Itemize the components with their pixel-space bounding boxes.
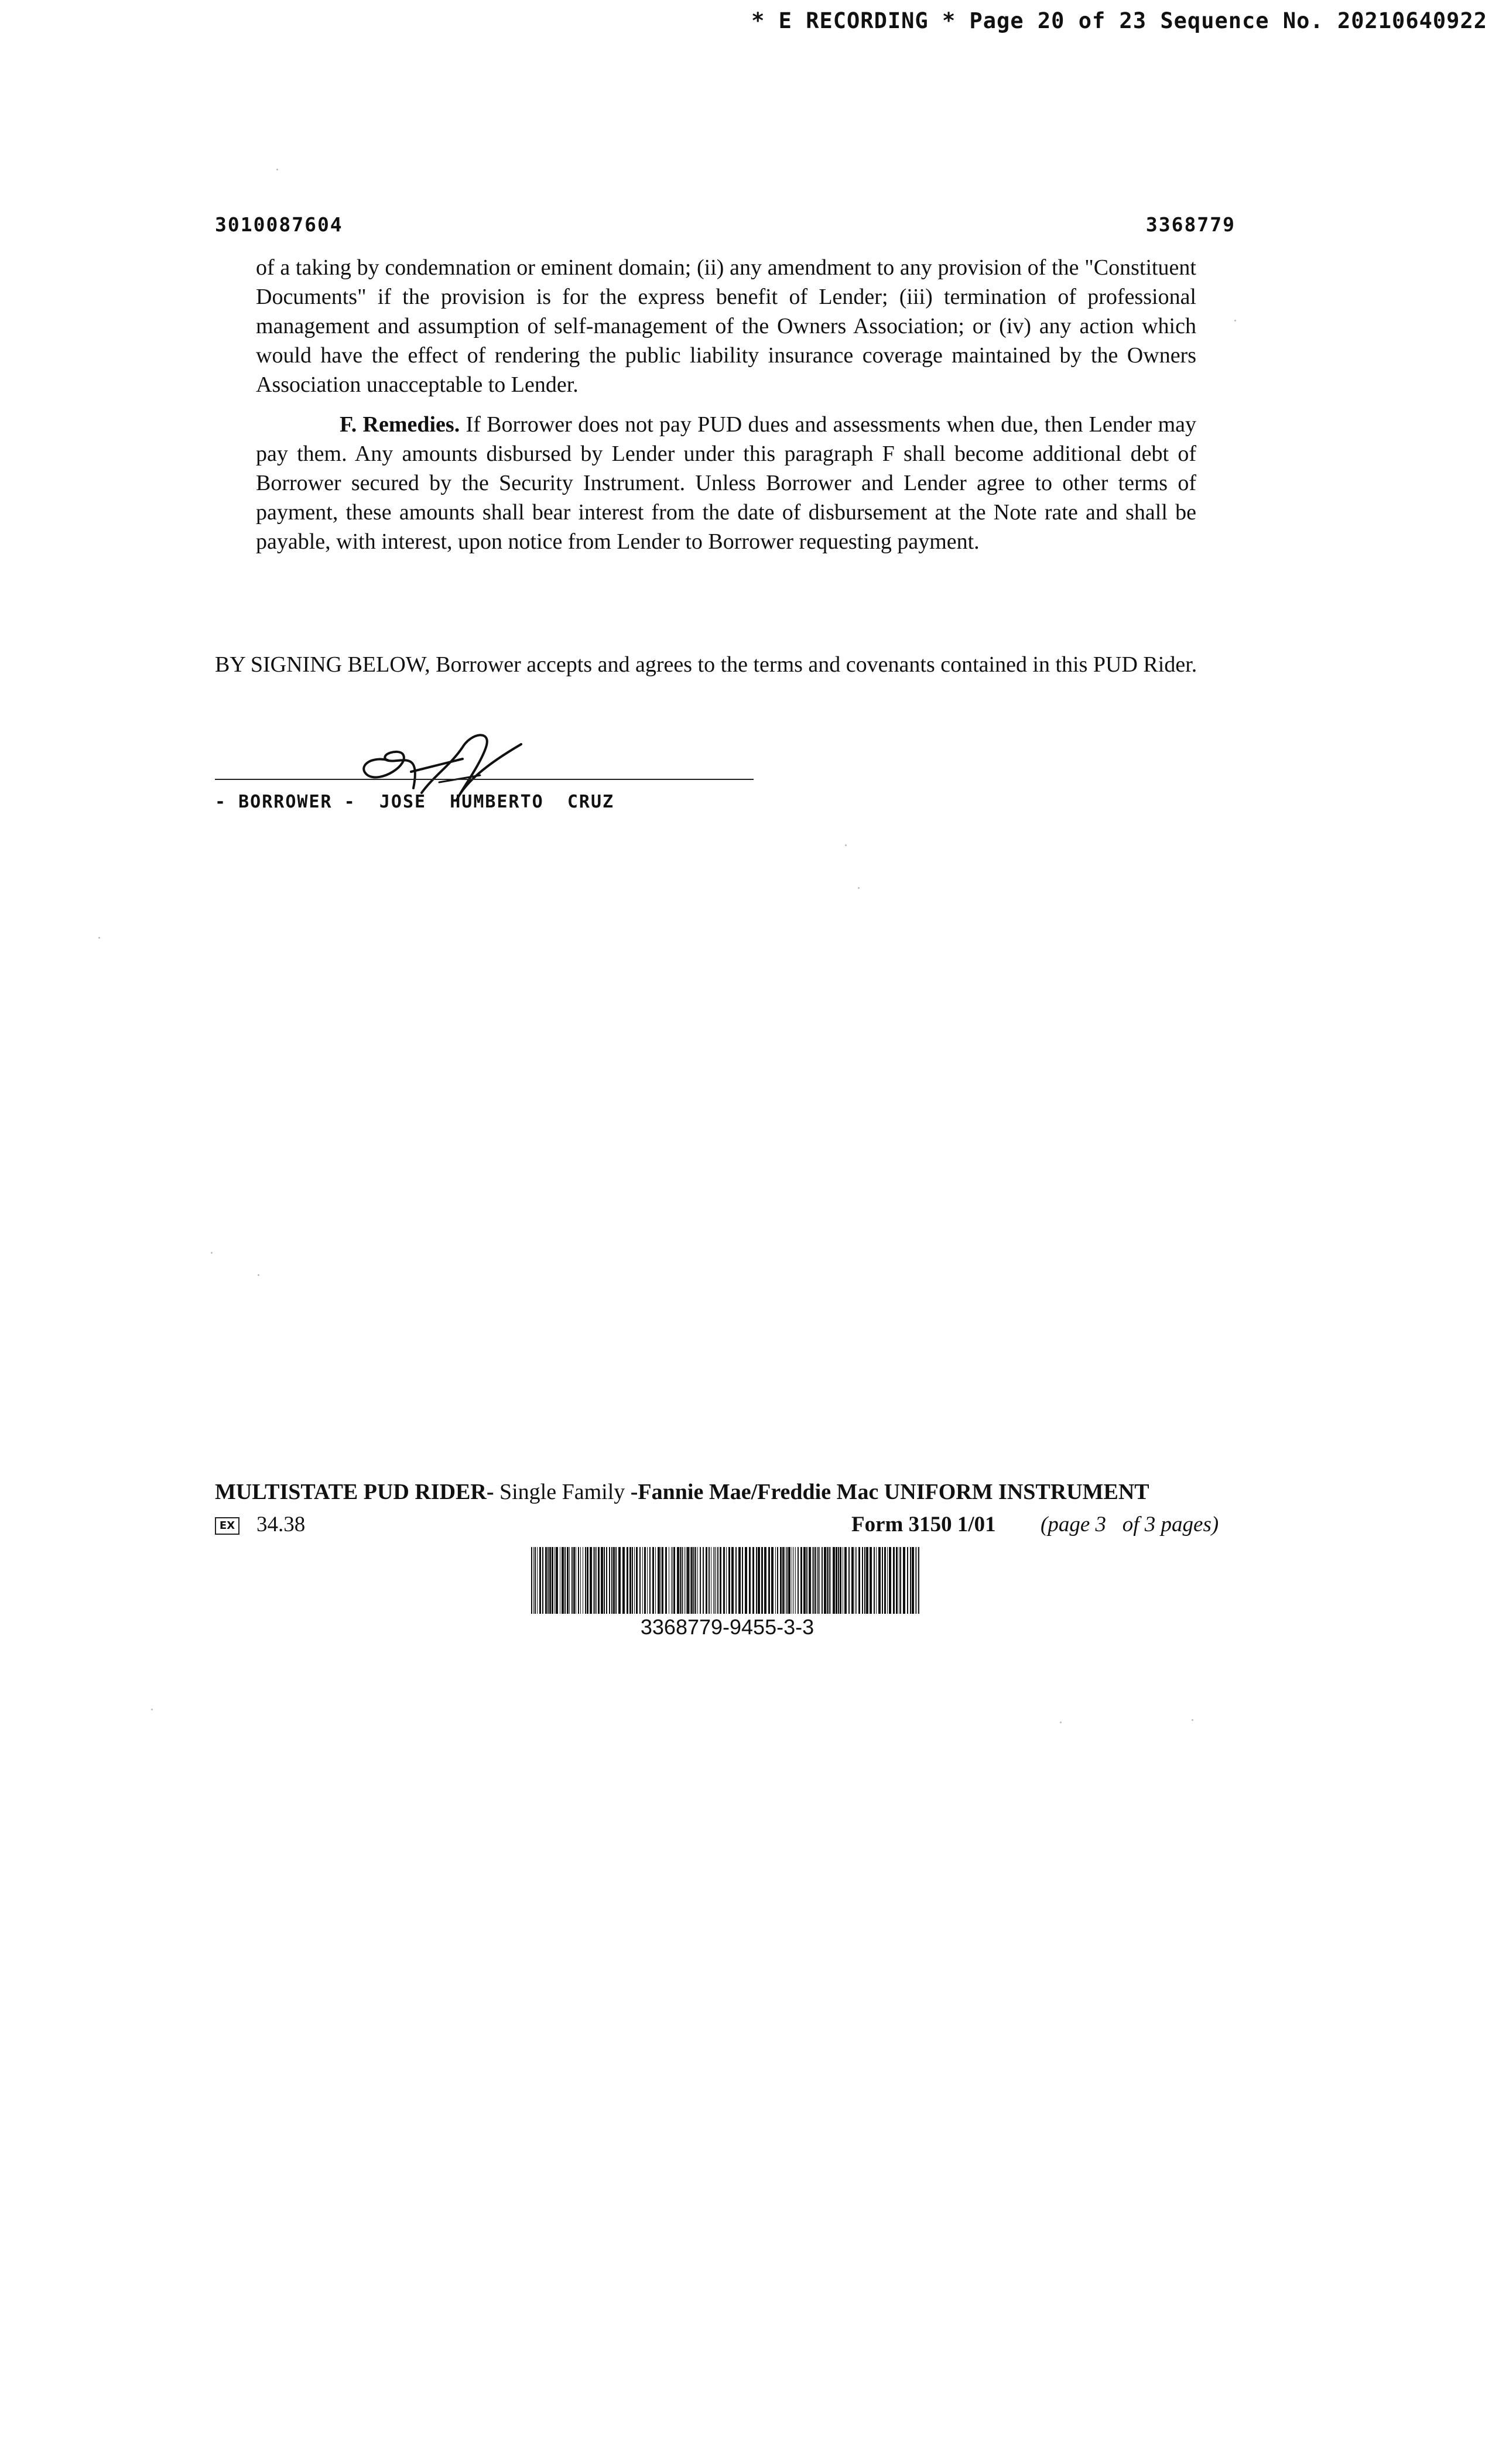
barcode-bar <box>819 1547 820 1614</box>
barcode-bar <box>728 1547 730 1614</box>
barcode-bar <box>634 1547 635 1614</box>
barcode-bar <box>714 1547 715 1614</box>
barcode-bar <box>874 1547 875 1614</box>
condemnation-paragraph: of a taking by condemnation or eminent domain; (ii) any amendment to any provision of the "Constituent Documents" if the provision is for the express benefit of Lender; (iii) termination of professional management and assumption of self-management of the Owners Association; or (iv) any action which would have the effect of rendering the public liability insurance coverage maintained by the Owners Association unacceptable to Lender. <box>256 255 1196 397</box>
barcode-bar <box>844 1547 847 1614</box>
barcode-bar <box>569 1547 570 1614</box>
barcode-bar <box>777 1547 778 1614</box>
barcode-number: 3368779-9455-3-3 <box>640 1615 814 1639</box>
ex-badge-icon: EX <box>215 1517 239 1535</box>
barcode-bar <box>672 1547 673 1614</box>
barcode-bar <box>735 1547 737 1614</box>
scan-speck <box>276 169 278 170</box>
barcode-bar <box>856 1547 857 1614</box>
barcode-bar <box>827 1547 828 1614</box>
form-number: Form 3150 1/01 <box>851 1512 996 1536</box>
barcode-bar <box>596 1547 597 1614</box>
barcode-bar <box>660 1547 661 1614</box>
barcode-bar <box>594 1547 596 1614</box>
scan-speck <box>151 1709 153 1710</box>
barcode-bar <box>618 1547 621 1614</box>
barcode-bar <box>535 1547 536 1614</box>
barcode-bar <box>673 1547 675 1614</box>
barcode-bar <box>764 1547 766 1614</box>
form-code-row <box>215 1512 1237 1541</box>
barcode-bar <box>782 1547 784 1614</box>
form-title-part-3: -Fannie Mae/Freddie Mac UNIFORM INSTRUMENT <box>630 1480 1149 1504</box>
barcode-bar <box>771 1547 774 1614</box>
barcode-bar <box>870 1547 872 1614</box>
barcode-bar <box>812 1547 813 1614</box>
barcode-bar <box>780 1547 782 1614</box>
barcode-bar <box>851 1547 854 1614</box>
barcode-bar <box>684 1547 685 1614</box>
barcode-bar <box>896 1547 898 1614</box>
barcode-bar <box>571 1547 573 1614</box>
barcode-bar <box>723 1547 725 1614</box>
barcode-bar <box>788 1547 790 1614</box>
barcode-bar <box>639 1547 641 1614</box>
barcode-bar <box>697 1547 698 1614</box>
barcode-bar <box>882 1547 883 1614</box>
barcode-bar <box>864 1547 865 1614</box>
barcode-bar <box>537 1547 538 1614</box>
barcode-bar <box>622 1547 625 1614</box>
barcode-bar <box>830 1547 831 1614</box>
barcode-bar <box>836 1547 837 1614</box>
barcode-bar <box>889 1547 891 1614</box>
barcode-bar <box>706 1547 707 1614</box>
barcode-bar <box>655 1547 656 1614</box>
barcode-bar <box>556 1547 558 1614</box>
barcode-bar <box>578 1547 579 1614</box>
barcode-bar <box>545 1547 547 1614</box>
barcode-bar <box>665 1547 667 1614</box>
barcode-bar <box>564 1547 566 1614</box>
scan-speck <box>258 1274 259 1276</box>
signing-statement: BY SIGNING BELOW, Borrower accepts and agrees to the terms and covenants contained in this PUD Rider. <box>215 652 1197 677</box>
barcode-bar <box>717 1547 718 1614</box>
barcode-bar <box>632 1547 633 1614</box>
barcode-bar <box>918 1547 919 1614</box>
barcode-bar <box>817 1547 819 1614</box>
barcode-bar <box>795 1547 796 1614</box>
barcode-bar <box>840 1547 841 1614</box>
form-title-part-1: MULTISTATE PUD RIDER- <box>215 1480 494 1504</box>
barcode-bar <box>562 1547 564 1614</box>
barcode-bar <box>547 1547 549 1614</box>
barcode-bar <box>878 1547 881 1614</box>
scan-speck <box>858 887 860 889</box>
barcode-bar <box>915 1547 916 1614</box>
barcode-bar <box>615 1547 617 1614</box>
borrower-name: - BORROWER - JOSE HUMBERTO CRUZ <box>215 792 615 812</box>
barcode-bar <box>713 1547 714 1614</box>
barcode-bar <box>606 1547 607 1614</box>
barcode-bar <box>824 1547 826 1614</box>
barcode-bar <box>720 1547 721 1614</box>
barcode-bar <box>671 1547 672 1614</box>
barcode-bar <box>910 1547 911 1614</box>
barcode-bar <box>629 1547 631 1614</box>
barcode-bar <box>590 1547 592 1614</box>
barcode-bar <box>682 1547 683 1614</box>
barcode-bar <box>912 1547 914 1614</box>
barcode-bar <box>907 1547 908 1614</box>
barcode-bar <box>758 1547 760 1614</box>
signing-statement-block <box>215 650 1237 679</box>
barcode-bar <box>858 1547 860 1614</box>
barcode-bar <box>677 1547 679 1614</box>
barcode-bar <box>806 1547 807 1614</box>
page-indicator: (page 3 of 3 pages) <box>1041 1512 1219 1536</box>
barcode-bar <box>644 1547 646 1614</box>
barcode-bar <box>829 1547 830 1614</box>
scan-speck <box>1192 1719 1193 1721</box>
barcode-bar <box>815 1547 816 1614</box>
barcode-bar <box>593 1547 594 1614</box>
recording-header: * E RECORDING * Page 20 of 23 Sequence No. 20210640922 <box>751 8 1487 33</box>
barcode-bar <box>567 1547 569 1614</box>
barcode-bar <box>652 1547 654 1614</box>
barcode-bar <box>542 1547 543 1614</box>
barcode-bar <box>893 1547 895 1614</box>
barcode-bar <box>752 1547 754 1614</box>
scan-speck <box>98 937 100 939</box>
barcode-bar <box>793 1547 794 1614</box>
barcode-bar <box>887 1547 888 1614</box>
form-code: 34.38 <box>256 1512 306 1536</box>
barcode-bar <box>703 1547 704 1614</box>
barcode-bar <box>916 1547 917 1614</box>
barcode-bar <box>866 1547 868 1614</box>
barcode-bar <box>838 1547 839 1614</box>
barcode-bar <box>642 1547 643 1614</box>
barcode-bar <box>709 1547 710 1614</box>
signature-line <box>215 779 754 780</box>
barcode-bar <box>609 1547 610 1614</box>
barcode-bar <box>580 1547 581 1614</box>
barcode <box>531 1547 923 1614</box>
scan-speck <box>211 1252 213 1254</box>
barcode-bar <box>552 1547 553 1614</box>
barcode-bar <box>884 1547 886 1614</box>
barcode-bar <box>862 1547 863 1614</box>
barcode-bar <box>533 1547 534 1614</box>
barcode-bar <box>738 1547 741 1614</box>
barcode-bar <box>745 1547 747 1614</box>
barcode-bar <box>749 1547 751 1614</box>
barcode-bar <box>813 1547 814 1614</box>
barcode-bar <box>604 1547 605 1614</box>
barcode-bar <box>809 1547 811 1614</box>
file-number: 3368779 <box>1145 213 1236 236</box>
form-title <box>215 1479 1269 1505</box>
barcode-bar <box>691 1547 693 1614</box>
barcode-bar <box>798 1547 799 1614</box>
barcode-bar <box>601 1547 603 1614</box>
form-title-part-2: Single Family <box>494 1480 631 1504</box>
barcode-bar <box>833 1547 835 1614</box>
scan-speck <box>1234 320 1236 321</box>
barcode-bar <box>627 1547 628 1614</box>
barcode-bar <box>700 1547 701 1614</box>
barcode-bar <box>742 1547 743 1614</box>
barcode-bar <box>598 1547 600 1614</box>
barcode-bar <box>775 1547 776 1614</box>
barcode-bar <box>549 1547 551 1614</box>
barcode-bar <box>803 1547 806 1614</box>
barcode-bar <box>693 1547 694 1614</box>
barcode-bar <box>680 1547 681 1614</box>
rider-body <box>256 253 1196 556</box>
barcode-bar <box>756 1547 757 1614</box>
barcode-bar <box>786 1547 788 1614</box>
barcode-bar <box>695 1547 696 1614</box>
barcode-bar <box>876 1547 877 1614</box>
barcode-bar <box>731 1547 734 1614</box>
loan-number: 3010087604 <box>215 213 343 236</box>
barcode-bar <box>848 1547 850 1614</box>
barcode-bar <box>573 1547 575 1614</box>
scan-speck <box>1060 1722 1062 1723</box>
scan-speck <box>845 844 847 846</box>
remedies-text: If Borrower does not pay PUD dues and assessments when due, then Lender may pay them. Any amounts disbursed by Lender under this paragraph F shall become additional debt of Borrower secured by the Security Instrument. Unless Borrower and Lender agree to other terms of payment, these amounts shall bear interest from the date of disbursement at the Note rate and shall be payable, with interest, upon notice from Lender to Borrower requesting payment. <box>256 412 1196 554</box>
barcode-bar <box>903 1547 905 1614</box>
barcode-bar <box>585 1547 586 1614</box>
barcode-bar <box>822 1547 823 1614</box>
barcode-bar <box>768 1547 770 1614</box>
barcode-bar <box>636 1547 638 1614</box>
barcode-bar <box>726 1547 727 1614</box>
barcode-bar <box>900 1547 901 1614</box>
barcode-bar <box>649 1547 651 1614</box>
barcode-bar <box>658 1547 660 1614</box>
barcode-bar <box>539 1547 541 1614</box>
barcode-bar <box>687 1547 689 1614</box>
barcode-bar <box>647 1547 648 1614</box>
barcode-bar <box>662 1547 663 1614</box>
barcode-bar <box>613 1547 615 1614</box>
barcode-bar <box>531 1547 532 1614</box>
barcode-bar <box>587 1547 588 1614</box>
remedies-heading: F. Remedies. <box>340 412 460 437</box>
barcode-bar <box>761 1547 763 1614</box>
barcode-bar <box>611 1547 612 1614</box>
barcode-bar <box>800 1547 802 1614</box>
remedies-paragraph <box>256 410 1196 556</box>
